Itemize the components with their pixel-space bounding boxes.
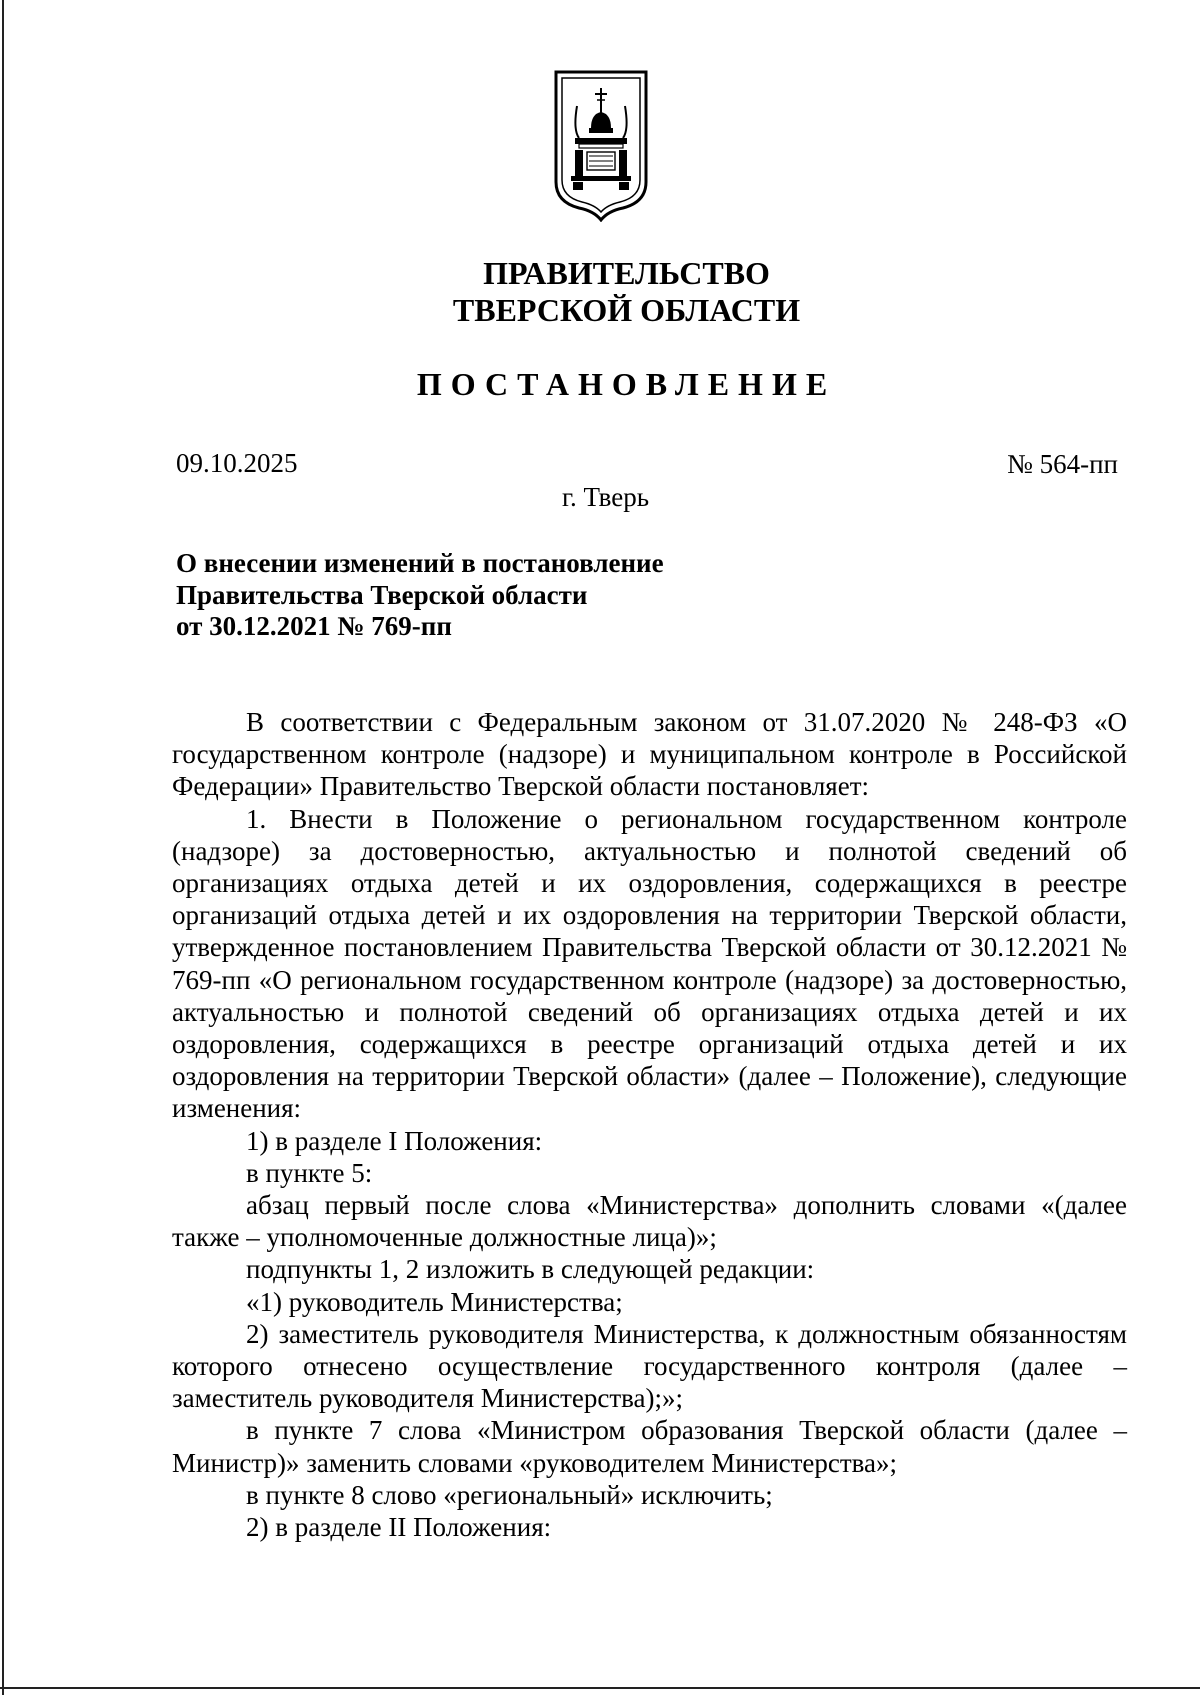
subject-line-1: О внесении изменений в постановление xyxy=(176,548,664,578)
document-city: г. Тверь xyxy=(562,482,650,512)
body-paragraph: в пункте 8 слово «региональный» исключить; xyxy=(246,1479,773,1510)
document-number: № 564-пп xyxy=(1007,449,1118,479)
body-paragraph: 2) в разделе II Положения: xyxy=(246,1512,552,1543)
body-paragraph: подпункты 1, 2 изложить в следующей редакции: xyxy=(246,1254,815,1285)
body-paragraph: в пункте 5: xyxy=(246,1157,373,1188)
document-subject xyxy=(176,548,664,643)
body-paragraph: В соответствии с Федеральным законом от 31.07.2020 № 248-ФЗ «О государственном контроле (надзоре) и муниципальном контроле в Российской Федерации» Правительство Тверской области постановляет: xyxy=(172,707,1127,802)
coat-of-arms-icon xyxy=(553,70,649,222)
org-line-2: ТВЕРСКОЙ ОБЛАСТИ xyxy=(452,292,801,328)
subject-line-3: от 30.12.2021 № 769-пп xyxy=(176,611,452,641)
subject-line-2: Правительства Тверской области xyxy=(176,579,588,610)
body-paragraph: абзац первый после слова «Министерства» дополнить словами «(далее также – уполномоченные должностные лица)»; xyxy=(172,1190,1127,1253)
organization-name xyxy=(0,255,1200,329)
org-line-1: ПРАВИТЕЛЬСТВО xyxy=(483,255,770,291)
body-paragraph: 1) в разделе I Положения: xyxy=(246,1125,543,1156)
document-type: ПОСТАНОВЛЕНИЕ xyxy=(416,366,837,402)
body-paragraph: 1. Внести в Положение о региональном государственном контроле (надзоре) за достоверностью, актуальностью и полнотой сведений об организациях отдыха детей и их оздоровления, содержащихся в реестре организаций отдыха детей и их оздоровления на территории Тверской области, утвержденное постановлением Правительства Тверской области от 30.12.2021 № 769-пп «О региональном государственном контроле (надзоре) за достоверностью, актуальностью и полнотой сведений об организациях отдыха детей и их оздоровления, содержащихся в реестре организаций отдыха детей и их оздоровления на территории Тверской области» (далее – Положение), следующие изменения: xyxy=(172,803,1127,1124)
document-body xyxy=(172,706,1127,1543)
body-paragraph: в пункте 7 слова «Министром образования Тверской области (далее – Министр)» заменить словами «руководителем Министерства»; xyxy=(172,1415,1127,1478)
body-paragraph: «1) руководитель Министерства; xyxy=(246,1286,623,1317)
scan-bottom-edge xyxy=(0,1687,1200,1689)
body-paragraph: 2) заместитель руководителя Министерства, к должностным обязанностям которого отнесено осуществление государственного контроля (далее – заместитель руководителя Министерства);»; xyxy=(172,1318,1127,1414)
document-date: 09.10.2025 xyxy=(176,448,298,478)
